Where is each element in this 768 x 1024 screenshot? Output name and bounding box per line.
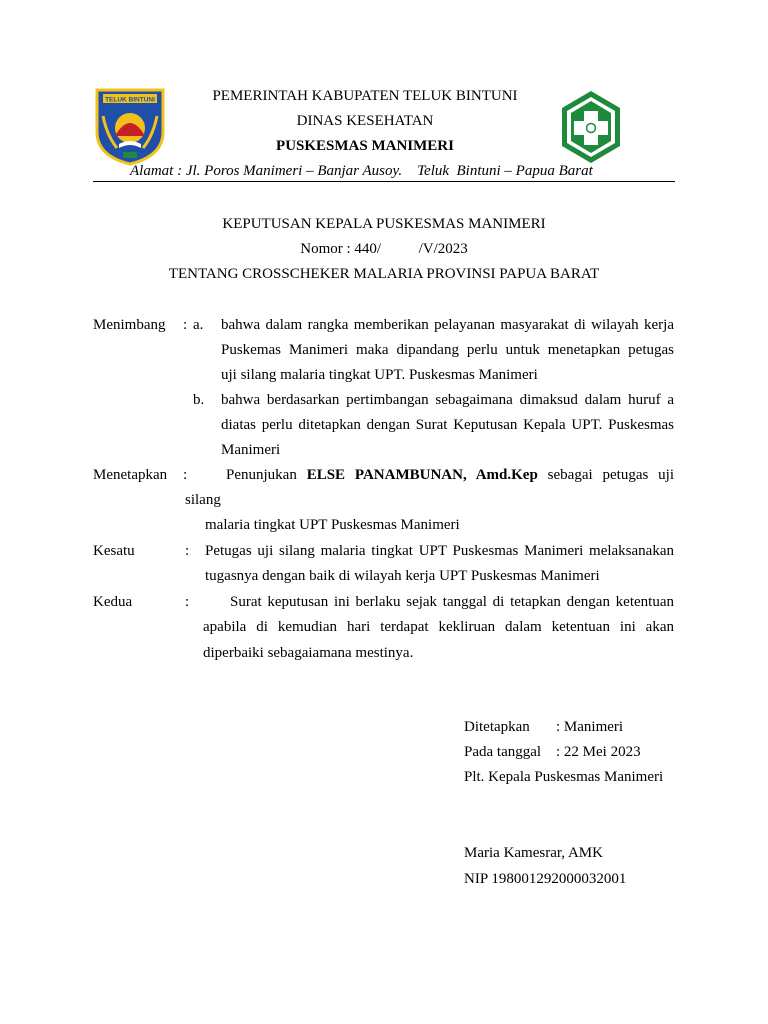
menimbang-b-marker: b. [193, 392, 205, 408]
menimbang-a-line-3: uji silang malaria tingkat UPT. Puskesmas Manimeri [221, 367, 538, 383]
address-line: Alamat : Jl. Poros Manimeri – Banjar Ausoy. Teluk Bintuni – Papua Barat [130, 163, 593, 179]
menimbang-a-marker: a. [193, 317, 204, 333]
kedua-line-2: apabila di kemudian hari terdapat kekliruan dalam ketentuan ini akan [203, 619, 674, 635]
menimbang-b-line-2: diatas perlu ditetapkan dengan Surat Keputusan Kepala UPT. Puskesmas [221, 417, 674, 433]
tanggal-label: Pada tanggal [464, 744, 542, 760]
menetapkan-colon: : [183, 467, 188, 483]
menetapkan-text-before: Penunjukan [226, 467, 307, 483]
menetapkan-line-2: silang [185, 492, 221, 508]
ditetapkan-label: Ditetapkan [464, 719, 530, 735]
ditetapkan-value: : Manimeri [556, 719, 624, 735]
kesatu-line-2: tugasnya dengan baik di wilayah kerja UPT Puskesmas Manimeri [205, 568, 600, 584]
kesatu-label: Kesatu [93, 543, 135, 559]
signatory-position: Plt. Kepala Puskesmas Manimeri [464, 769, 664, 785]
kedua-line-1: Surat keputusan ini berlaku sejak tanggal di tetapkan dengan ketentuan [230, 594, 674, 610]
letterhead-divider [93, 181, 675, 182]
menetapkan-line-1 [226, 468, 674, 483]
menetapkan-label: Menetapkan [93, 467, 168, 483]
decree-title: KEPUTUSAN KEPALA PUSKESMAS MANIMERI [222, 216, 546, 232]
tanggal-value: : 22 Mei 2023 [556, 744, 641, 760]
kedua-line-3: diperbaiki sebagaiamana mestinya. [203, 645, 414, 661]
menimbang-a-line-1: bahwa dalam rangka memberikan pelayanan masyarakat di wilayah kerja [221, 317, 674, 333]
menimbang-colon: : [183, 317, 188, 333]
menimbang-b-line-3: Manimeri [221, 442, 281, 458]
menimbang-b-line-1: bahwa berdasarkan pertimbangan sebagaimana dimaksud dalam huruf a [221, 392, 674, 408]
institution-heading: PUSKESMAS MANIMERI [276, 138, 454, 154]
svg-text:TELUK BINTUNI: TELUK BINTUNI [105, 96, 155, 104]
signatory-name: Maria Kamesrar, AMK [464, 845, 603, 861]
government-heading: PEMERINTAH KABUPATEN TELUK BINTUNI [212, 88, 518, 104]
signatory-nip: NIP 198001292000032001 [464, 871, 627, 887]
kedua-label: Kedua [93, 594, 133, 610]
kesatu-colon: : [185, 543, 190, 559]
regency-logo [93, 86, 167, 166]
appointee-name: ELSE PANAMBUNAN, Amd.Kep [306, 467, 538, 483]
menimbang-a-line-2: Puskemas Manimeri maka dipandang perlu untuk menetapkan petugas [221, 342, 674, 358]
kedua-colon: : [185, 594, 190, 610]
menimbang-label: Menimbang [93, 317, 166, 333]
menetapkan-line-3: malaria tingkat UPT Puskesmas Manimeri [205, 517, 460, 533]
decree-subject: TENTANG CROSSCHEKER MALARIA PROVINSI PAPUA BARAT [168, 266, 600, 282]
puskesmas-logo [560, 89, 622, 165]
kesatu-line-1: Petugas uji silang malaria tingkat UPT Puskesmas Manimeri melaksanakan [205, 543, 674, 559]
agency-heading: DINAS KESEHATAN [296, 113, 434, 129]
decree-number: Nomor : 440/ /V/2023 [300, 241, 468, 257]
menetapkan-text-after: sebagai petugas uji [537, 467, 675, 483]
